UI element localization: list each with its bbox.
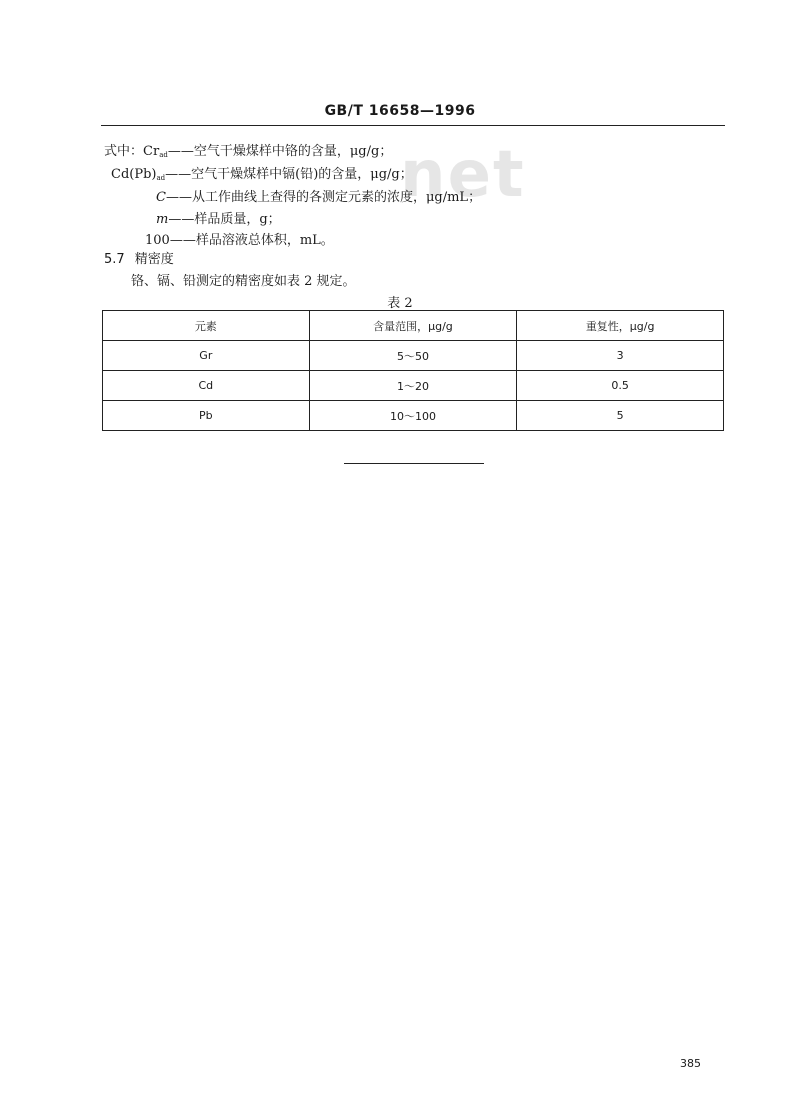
table-cell: 0.5 — [517, 371, 724, 401]
section-number: 5.7 — [104, 252, 125, 267]
end-rule — [344, 463, 484, 464]
definition-c — [156, 186, 481, 205]
definition-dash: —— — [169, 233, 196, 248]
table-header-cell: 含量范围，μg/g — [309, 311, 517, 341]
section-title: 精密度 — [134, 252, 174, 267]
table-row — [103, 371, 724, 401]
definition-symbol: C — [156, 190, 166, 205]
watermark: net — [400, 138, 526, 212]
definition-cr — [104, 140, 392, 159]
table-cell: 3 — [517, 341, 724, 371]
definition-dash: —— — [165, 190, 192, 205]
table-cell: 1～20 — [309, 371, 517, 401]
table-header-cell: 重复性，μg/g — [517, 311, 724, 341]
definition-subscript: ad — [156, 174, 166, 182]
definition-symbol: 100 — [145, 233, 170, 248]
definition-m — [156, 208, 281, 227]
definition-dash: —— — [165, 167, 192, 182]
table-header-row — [103, 311, 724, 341]
definition-description: 样品质量，g； — [194, 212, 281, 227]
definition-dash: —— — [167, 144, 194, 159]
definition-description: 空气干燥煤样中镉(铅)的含量，μg/g； — [191, 167, 413, 182]
precision-table — [102, 310, 724, 431]
definition-100 — [145, 229, 334, 248]
section-paragraph: 铬、镉、铅测定的精密度如表 2 规定。 — [131, 274, 356, 289]
table-row — [103, 341, 724, 371]
table-cell: Pb — [103, 401, 310, 431]
definition-symbol: $Cd(Pb)_{ad}$ — [111, 167, 166, 182]
table-cell: Gr — [103, 341, 310, 371]
table-cell: Cd — [103, 371, 310, 401]
definition-description: 从工作曲线上查得的各测定元素的浓度，μg/mL； — [191, 190, 482, 205]
table-caption: 表 2 — [387, 296, 413, 311]
definition-cdpb — [111, 163, 413, 182]
table-header-cell: 元素 — [103, 311, 310, 341]
standard-header: GB/T 16658—1996 — [324, 103, 476, 119]
definition-description: 空气干燥煤样中铬的含量，μg/g； — [193, 144, 393, 159]
definition-description: 样品溶液总体积，mL。 — [195, 233, 334, 248]
definition-symbol: m — [156, 212, 169, 227]
definition-intro: 式中： — [104, 144, 144, 159]
definition-subscript: ad — [159, 151, 168, 159]
definition-dash: —— — [168, 212, 195, 227]
header-rule — [101, 125, 725, 126]
table-row — [103, 401, 724, 431]
definition-symbol: $Cr_{ad}$ — [143, 144, 168, 159]
table-cell: 5～50 — [309, 341, 517, 371]
table-cell: 10～100 — [309, 401, 517, 431]
table-cell: 5 — [517, 401, 724, 431]
section-heading — [104, 248, 174, 267]
page-number: 385 — [680, 1057, 701, 1070]
